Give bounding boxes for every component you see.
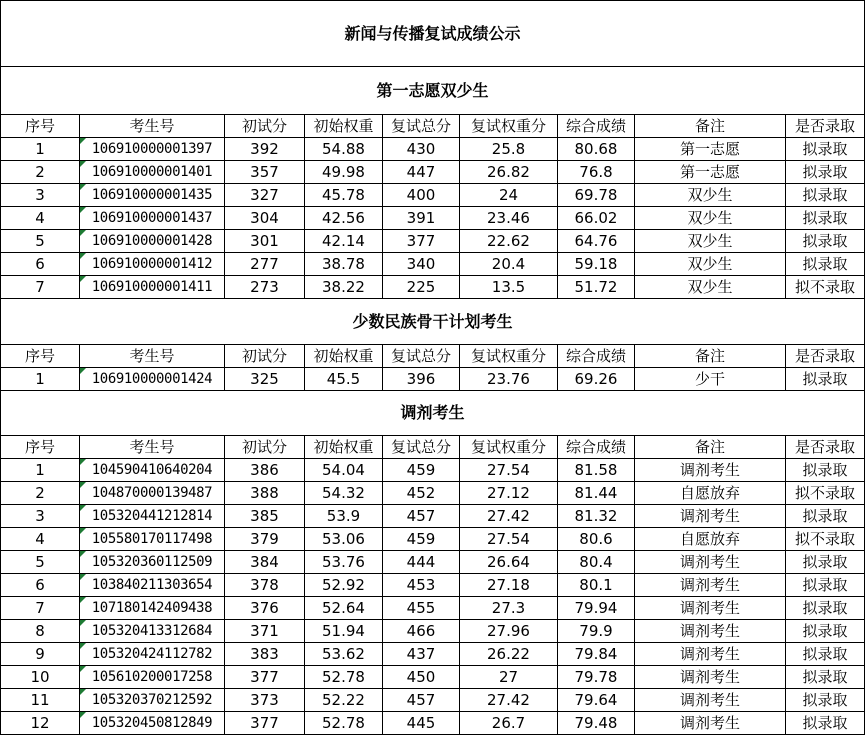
admission-cell[interactable]: 拟录取 [786,230,865,253]
seq-cell[interactable]: 9 [1,643,80,666]
remark-cell[interactable]: 双少生 [635,207,786,230]
section-title-row [1,67,865,115]
admission-cell[interactable]: 拟录取 [786,574,865,597]
seq-cell[interactable]: 3 [1,184,80,207]
seq-cell[interactable]: 5 [1,230,80,253]
final-score-cell[interactable]: 59.18 [558,253,635,276]
exam-id-cell[interactable]: 105320441212814 [80,505,225,528]
retest-total-cell[interactable]: 457 [383,505,460,528]
final-score-cell[interactable]: 79.64 [558,689,635,712]
retest-weight-cell[interactable]: 25.8 [460,138,558,161]
table-row [1,253,865,276]
remark-cell[interactable]: 调剂考生 [635,459,786,482]
retest-total-cell[interactable]: 445 [383,712,460,735]
retest-weight-cell[interactable]: 27.42 [460,689,558,712]
retest-total-cell[interactable]: 396 [383,368,460,391]
exam-id-cell[interactable]: 103840211303654 [80,574,225,597]
retest-weight-cell[interactable]: 27.12 [460,482,558,505]
seq-cell[interactable]: 5 [1,551,80,574]
admission-cell[interactable]: 拟录取 [786,551,865,574]
initial-weight-cell[interactable]: 42.14 [305,230,383,253]
initial-score-cell[interactable]: 371 [225,620,305,643]
final-score-cell[interactable]: 66.02 [558,207,635,230]
remark-cell[interactable]: 调剂考生 [635,551,786,574]
exam-id-cell[interactable]: 105320424112782 [80,643,225,666]
remark-cell[interactable]: 双少生 [635,230,786,253]
remark-cell[interactable]: 少干 [635,368,786,391]
remark-cell[interactable]: 第一志愿 [635,161,786,184]
exam-id-cell[interactable]: 106910000001412 [80,253,225,276]
retest-total-cell[interactable]: 457 [383,689,460,712]
exam-id-cell[interactable]: 104870000139487 [80,482,225,505]
seq-cell[interactable]: 1 [1,459,80,482]
retest-total-cell[interactable]: 430 [383,138,460,161]
retest-total-cell[interactable]: 450 [383,666,460,689]
exam-id-cell[interactable]: 105320360112509 [80,551,225,574]
table-row [1,207,865,230]
table-row [1,689,865,712]
sheet-title[interactable]: 新闻与传播复试成绩公示 [1,1,865,67]
column-header[interactable]: 是否录取 [786,345,865,368]
seq-cell[interactable]: 3 [1,505,80,528]
column-header[interactable]: 考生号 [80,436,225,459]
table-row [1,528,865,551]
section-title[interactable]: 第一志愿双少生 [1,67,865,115]
exam-id-cell[interactable]: 105610200017258 [80,666,225,689]
initial-score-cell[interactable]: 325 [225,368,305,391]
initial-score-cell[interactable]: 377 [225,666,305,689]
remark-cell[interactable]: 调剂考生 [635,505,786,528]
column-header[interactable]: 初始权重 [305,345,383,368]
remark-cell[interactable]: 双少生 [635,276,786,299]
initial-score-cell[interactable]: 384 [225,551,305,574]
remark-cell[interactable]: 调剂考生 [635,620,786,643]
final-score-cell[interactable]: 80.68 [558,138,635,161]
admission-cell[interactable]: 拟录取 [786,459,865,482]
admission-cell[interactable]: 拟录取 [786,666,865,689]
final-score-cell[interactable]: 69.78 [558,184,635,207]
admission-cell[interactable]: 拟录取 [786,253,865,276]
seq-cell[interactable]: 2 [1,161,80,184]
retest-total-cell[interactable]: 391 [383,207,460,230]
table-row [1,482,865,505]
initial-score-cell[interactable]: 377 [225,712,305,735]
admission-cell[interactable]: 拟录取 [786,597,865,620]
column-header[interactable]: 是否录取 [786,115,865,138]
header-row [1,436,865,459]
column-header[interactable]: 综合成绩 [558,115,635,138]
final-score-cell[interactable]: 79.78 [558,666,635,689]
exam-id-cell[interactable]: 104590410640204 [80,459,225,482]
final-score-cell[interactable]: 79.9 [558,620,635,643]
initial-score-cell[interactable]: 373 [225,689,305,712]
remark-cell[interactable]: 调剂考生 [635,666,786,689]
remark-cell[interactable]: 自愿放弃 [635,482,786,505]
table-row [1,643,865,666]
final-score-cell[interactable]: 79.94 [558,597,635,620]
section-title[interactable]: 少数民族骨干计划考生 [1,299,865,345]
seq-cell[interactable]: 6 [1,574,80,597]
admission-cell[interactable]: 拟录取 [786,184,865,207]
remark-cell[interactable]: 双少生 [635,253,786,276]
table-row [1,666,865,689]
remark-cell[interactable]: 调剂考生 [635,689,786,712]
exam-id-cell[interactable]: 106910000001428 [80,230,225,253]
table-row [1,574,865,597]
exam-id-cell[interactable]: 105320370212592 [80,689,225,712]
section-title[interactable]: 调剂考生 [1,391,865,436]
retest-weight-cell[interactable]: 27.3 [460,597,558,620]
remark-cell[interactable]: 调剂考生 [635,574,786,597]
table-row [1,368,865,391]
table-row [1,620,865,643]
initial-score-cell[interactable]: 379 [225,528,305,551]
final-score-cell[interactable]: 80.1 [558,574,635,597]
initial-score-cell[interactable]: 392 [225,138,305,161]
initial-weight-cell[interactable]: 53.9 [305,505,383,528]
column-header[interactable]: 备注 [635,436,786,459]
remark-cell[interactable]: 调剂考生 [635,643,786,666]
admission-cell[interactable]: 拟录取 [786,620,865,643]
table-row [1,505,865,528]
admission-cell[interactable]: 拟录取 [786,689,865,712]
exam-id-cell[interactable]: 106910000001437 [80,207,225,230]
admission-cell[interactable]: 拟不录取 [786,276,865,299]
column-header[interactable]: 复试总分 [383,115,460,138]
final-score-cell[interactable]: 80.4 [558,551,635,574]
initial-weight-cell[interactable]: 38.22 [305,276,383,299]
exam-id-cell[interactable]: 105580170117498 [80,528,225,551]
initial-weight-cell[interactable]: 45.78 [305,184,383,207]
column-header[interactable]: 综合成绩 [558,436,635,459]
initial-score-cell[interactable]: 357 [225,161,305,184]
retest-weight-cell[interactable]: 26.64 [460,551,558,574]
seq-cell[interactable]: 1 [1,368,80,391]
admission-cell[interactable]: 拟录取 [786,712,865,735]
seq-cell[interactable]: 12 [1,712,80,735]
table-row [1,184,865,207]
column-header[interactable]: 初试分 [225,436,305,459]
initial-weight-cell[interactable]: 52.22 [305,689,383,712]
header-row [1,345,865,368]
retest-total-cell[interactable]: 437 [383,643,460,666]
table-row [1,230,865,253]
seq-cell[interactable]: 2 [1,482,80,505]
section-title-row [1,299,865,345]
remark-cell[interactable]: 调剂考生 [635,597,786,620]
exam-id-cell[interactable]: 106910000001401 [80,161,225,184]
remark-cell[interactable]: 双少生 [635,184,786,207]
column-header[interactable]: 是否录取 [786,436,865,459]
seq-cell[interactable]: 11 [1,689,80,712]
initial-weight-cell[interactable]: 38.78 [305,253,383,276]
retest-weight-cell[interactable]: 22.62 [460,230,558,253]
table-row [1,597,865,620]
initial-weight-cell[interactable]: 52.92 [305,574,383,597]
column-header[interactable]: 初始权重 [305,436,383,459]
retest-weight-cell[interactable]: 26.22 [460,643,558,666]
initial-weight-cell[interactable]: 52.78 [305,712,383,735]
retest-weight-cell[interactable]: 27.96 [460,620,558,643]
final-score-cell[interactable]: 79.48 [558,712,635,735]
column-header[interactable]: 考生号 [80,115,225,138]
initial-weight-cell[interactable]: 52.64 [305,597,383,620]
retest-total-cell[interactable]: 447 [383,161,460,184]
seq-cell[interactable]: 4 [1,528,80,551]
exam-id-cell[interactable]: 105320450812849 [80,712,225,735]
section-title-row [1,391,865,436]
retest-weight-cell[interactable]: 26.7 [460,712,558,735]
retest-total-cell[interactable]: 459 [383,528,460,551]
seq-cell[interactable]: 7 [1,276,80,299]
retest-weight-cell[interactable]: 20.4 [460,253,558,276]
column-header[interactable]: 初试分 [225,115,305,138]
initial-score-cell[interactable]: 301 [225,230,305,253]
column-header[interactable]: 复试权重分 [460,436,558,459]
retest-weight-cell[interactable]: 27.42 [460,505,558,528]
initial-score-cell[interactable]: 383 [225,643,305,666]
final-score-cell[interactable]: 81.58 [558,459,635,482]
admission-cell[interactable]: 拟不录取 [786,482,865,505]
retest-total-cell[interactable]: 455 [383,597,460,620]
retest-weight-cell[interactable]: 27.54 [460,459,558,482]
retest-weight-cell[interactable]: 27 [460,666,558,689]
admission-cell[interactable]: 拟录取 [786,207,865,230]
column-header[interactable]: 复试总分 [383,436,460,459]
admission-cell[interactable]: 拟录取 [786,643,865,666]
exam-id-cell[interactable]: 106910000001411 [80,276,225,299]
final-score-cell[interactable]: 51.72 [558,276,635,299]
initial-score-cell[interactable]: 273 [225,276,305,299]
initial-score-cell[interactable]: 304 [225,207,305,230]
retest-total-cell[interactable]: 377 [383,230,460,253]
initial-weight-cell[interactable]: 54.04 [305,459,383,482]
column-header[interactable]: 备注 [635,115,786,138]
column-header[interactable]: 复试权重分 [460,115,558,138]
retest-weight-cell[interactable]: 24 [460,184,558,207]
exam-id-cell[interactable]: 106910000001424 [80,368,225,391]
table-row [1,712,865,735]
column-header[interactable]: 复试总分 [383,345,460,368]
remark-cell[interactable]: 调剂考生 [635,712,786,735]
seq-cell[interactable]: 8 [1,620,80,643]
retest-weight-cell[interactable]: 26.82 [460,161,558,184]
table-row [1,138,865,161]
initial-weight-cell[interactable]: 53.06 [305,528,383,551]
retest-total-cell[interactable]: 225 [383,276,460,299]
column-header[interactable]: 备注 [635,345,786,368]
retest-weight-cell[interactable]: 23.46 [460,207,558,230]
initial-score-cell[interactable]: 376 [225,597,305,620]
column-header[interactable]: 初始权重 [305,115,383,138]
admission-cell[interactable]: 拟录取 [786,161,865,184]
exam-id-cell[interactable]: 106910000001397 [80,138,225,161]
retest-total-cell[interactable]: 400 [383,184,460,207]
initial-score-cell[interactable]: 385 [225,505,305,528]
admission-cell[interactable]: 拟录取 [786,138,865,161]
remark-cell[interactable]: 第一志愿 [635,138,786,161]
exam-id-cell[interactable]: 107180142409438 [80,597,225,620]
seq-cell[interactable]: 1 [1,138,80,161]
retest-total-cell[interactable]: 453 [383,574,460,597]
final-score-cell[interactable]: 81.44 [558,482,635,505]
retest-total-cell[interactable]: 466 [383,620,460,643]
table-row [1,161,865,184]
retest-weight-cell[interactable]: 13.5 [460,276,558,299]
retest-total-cell[interactable]: 444 [383,551,460,574]
table-row [1,459,865,482]
final-score-cell[interactable]: 81.32 [558,505,635,528]
exam-id-cell[interactable]: 105320413312684 [80,620,225,643]
final-score-cell[interactable]: 79.84 [558,643,635,666]
table-row [1,551,865,574]
remark-cell[interactable]: 自愿放弃 [635,528,786,551]
exam-id-cell[interactable]: 106910000001435 [80,184,225,207]
initial-weight-cell[interactable]: 45.5 [305,368,383,391]
column-header[interactable]: 综合成绩 [558,345,635,368]
retest-weight-cell[interactable]: 27.18 [460,574,558,597]
seq-cell[interactable]: 10 [1,666,80,689]
final-score-cell[interactable]: 76.8 [558,161,635,184]
initial-weight-cell[interactable]: 54.32 [305,482,383,505]
header-row [1,115,865,138]
admission-cell[interactable]: 拟录取 [786,505,865,528]
column-header[interactable]: 序号 [1,345,80,368]
final-score-cell[interactable]: 69.26 [558,368,635,391]
initial-weight-cell[interactable]: 42.56 [305,207,383,230]
initial-score-cell[interactable]: 277 [225,253,305,276]
final-score-cell[interactable]: 80.6 [558,528,635,551]
seq-cell[interactable]: 7 [1,597,80,620]
initial-weight-cell[interactable]: 53.62 [305,643,383,666]
initial-weight-cell[interactable]: 49.98 [305,161,383,184]
admission-cell[interactable]: 拟不录取 [786,528,865,551]
admission-cell[interactable]: 拟录取 [786,368,865,391]
initial-weight-cell[interactable]: 53.76 [305,551,383,574]
initial-weight-cell[interactable]: 51.94 [305,620,383,643]
column-header[interactable]: 复试权重分 [460,345,558,368]
retest-weight-cell[interactable]: 23.76 [460,368,558,391]
table-row [1,276,865,299]
initial-score-cell[interactable]: 378 [225,574,305,597]
initial-score-cell[interactable]: 327 [225,184,305,207]
seq-cell[interactable]: 6 [1,253,80,276]
seq-cell[interactable]: 4 [1,207,80,230]
column-header[interactable]: 序号 [1,436,80,459]
column-header[interactable]: 序号 [1,115,80,138]
retest-total-cell[interactable]: 452 [383,482,460,505]
initial-weight-cell[interactable]: 52.78 [305,666,383,689]
final-score-cell[interactable]: 64.76 [558,230,635,253]
initial-score-cell[interactable]: 386 [225,459,305,482]
column-header[interactable]: 考生号 [80,345,225,368]
retest-weight-cell[interactable]: 27.54 [460,528,558,551]
retest-total-cell[interactable]: 340 [383,253,460,276]
retest-total-cell[interactable]: 459 [383,459,460,482]
initial-weight-cell[interactable]: 54.88 [305,138,383,161]
initial-score-cell[interactable]: 388 [225,482,305,505]
column-header[interactable]: 初试分 [225,345,305,368]
